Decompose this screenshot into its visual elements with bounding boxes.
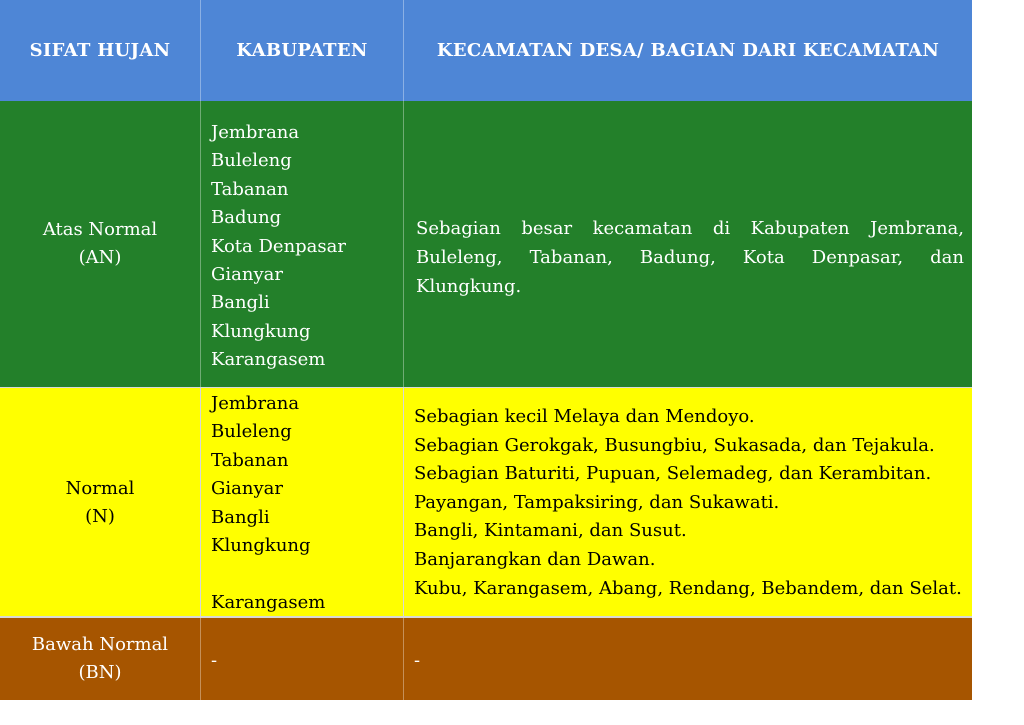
- kecamatan-line: Sebagian Gerokgak, Busungbiu, Sukasada, dan Tejakula.: [414, 434, 935, 456]
- kecamatan-cell: [403, 388, 972, 617]
- kabupaten-empty-dash: -: [211, 650, 218, 671]
- kecamatan-line: Kubu, Karangasem, Abang, Rendang, Bebandem, dan Selat.: [414, 577, 962, 599]
- kecamatan-line: Sebagian kecil Melaya dan Mendoyo.: [414, 406, 755, 427]
- kabupaten-item: Gianyar: [211, 478, 283, 500]
- kabupaten-item: Tabanan: [211, 178, 289, 200]
- sifat-cell: [0, 388, 200, 617]
- kabupaten-item: Klungkung: [211, 535, 311, 557]
- sifat-label: Normal: [65, 477, 135, 499]
- sifat-code: (AN): [78, 247, 122, 268]
- kecamatan-cell: [403, 101, 972, 387]
- kabupaten-list: [211, 390, 325, 617]
- table-row-normal: [0, 387, 972, 617]
- kabupaten-item-blank: [211, 560, 325, 588]
- kabupaten-item: Tabanan: [211, 449, 289, 471]
- kabupaten-item: Jembrana: [211, 393, 300, 414]
- kabupaten-cell: [200, 388, 403, 617]
- sifat-label: Bawah Normal: [31, 634, 169, 655]
- kecamatan-list: [414, 403, 962, 603]
- kabupaten-item: Klungkung: [211, 320, 311, 342]
- header-sifat-hujan: SIFAT HUJAN: [29, 40, 171, 61]
- kecamatan-line: Bangli, Kintamani, dan Susut.: [414, 520, 687, 542]
- sifat-code: (BN): [78, 662, 122, 683]
- kabupaten-item: Jembrana: [211, 122, 300, 143]
- kabupaten-cell: [200, 618, 403, 700]
- kabupaten-item: Buleleng: [211, 150, 292, 172]
- kabupaten-item: Gianyar: [211, 264, 283, 286]
- sifat-code: (N): [85, 505, 115, 527]
- sifat-label: Atas Normal: [42, 219, 158, 240]
- table-row-atas-normal: [0, 101, 972, 387]
- kecamatan-text: Sebagian besar kecamatan di Kabupaten Jembrana, Buleleng, Tabanan, Badung, Kota Denpasar, dan Klungkung.: [416, 218, 964, 297]
- kecamatan-line: Payangan, Tampaksiring, dan Sukawati.: [414, 491, 780, 513]
- kabupaten-item: Bangli: [211, 506, 270, 528]
- kabupaten-item: Karangasem: [211, 591, 326, 613]
- header-kecamatan: KECAMATAN DESA/ BAGIAN DARI KECAMATAN: [403, 0, 972, 101]
- table-header-row: [0, 0, 972, 102]
- kecamatan-empty-dash: -: [414, 650, 421, 671]
- kabupaten-list: [211, 119, 346, 375]
- kabupaten-cell: [200, 101, 403, 387]
- table-row-bawah-normal: [0, 616, 972, 700]
- kabupaten-item: Badung: [211, 207, 282, 229]
- kabupaten-item: Bangli: [211, 292, 270, 314]
- kecamatan-cell: [403, 618, 972, 700]
- kecamatan-line: Banjarangkan dan Dawan.: [414, 548, 656, 570]
- kabupaten-item: Karangasem: [211, 349, 326, 371]
- kabupaten-item: Buleleng: [211, 421, 292, 443]
- sifat-cell: [0, 618, 200, 700]
- header-kabupaten: KABUPATEN: [200, 0, 403, 101]
- kecamatan-line: Sebagian Baturiti, Pupuan, Selemadeg, dan Kerambitan.: [414, 463, 932, 485]
- sifat-cell: [0, 101, 200, 387]
- kabupaten-item: Kota Denpasar: [211, 235, 346, 257]
